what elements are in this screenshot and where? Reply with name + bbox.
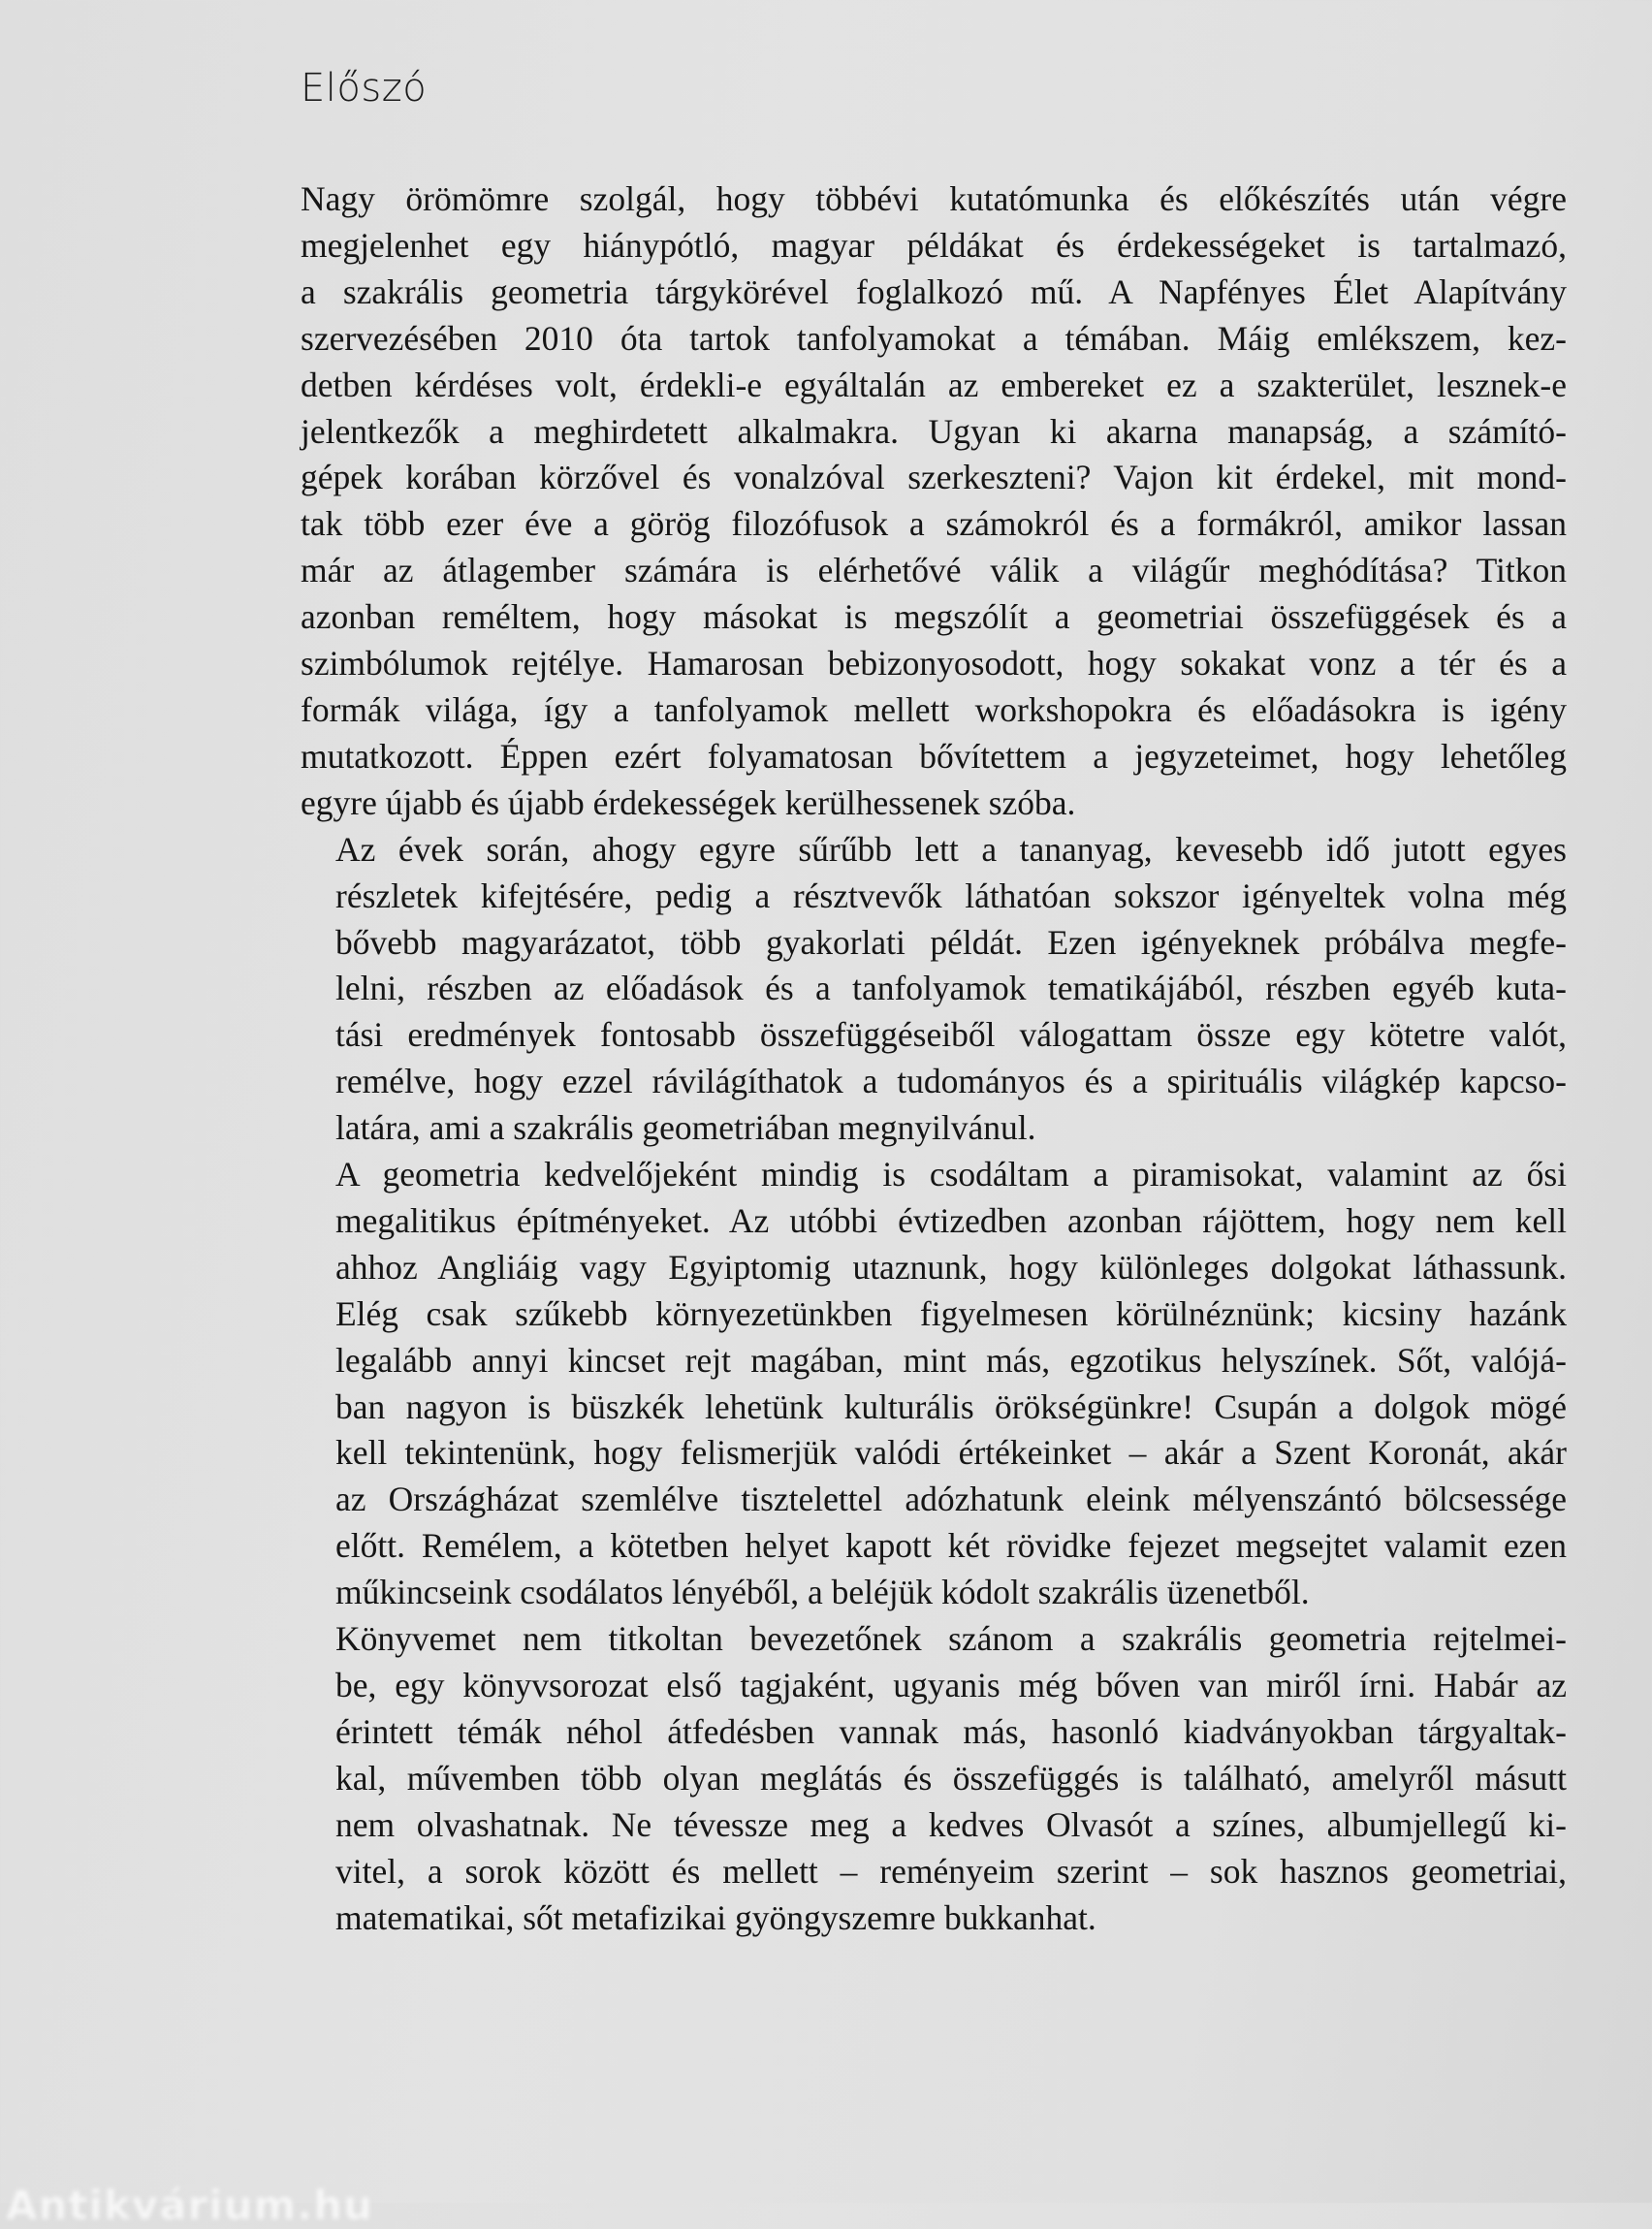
text-line: ban nagyon is büszkék lehetünk kulturális örökségünkre! Csupán a dolgok mögé bbox=[335, 1386, 1567, 1426]
page-heading: Előszó bbox=[301, 66, 428, 111]
text-line: Az évek során, ahogy egyre sűrűbb lett a tananyag, kevesebb idő jutott egyes bbox=[335, 829, 1567, 869]
text-line: latára, ami a szakrális geometriában megnyilvánul. bbox=[335, 1108, 1036, 1148]
text-line: nem olvashatnak. Ne tévessze meg a kedves Olvasót a színes, albumjellegű ki- bbox=[335, 1804, 1567, 1844]
text-line: azonban reméltem, hogy másokat is megszólít a geometriai összefüggések és a bbox=[301, 597, 1567, 637]
text-line: lelni, részben az előadások és a tanfolyamok tematikájából, részben egyéb kuta- bbox=[335, 969, 1567, 1008]
text-line: ahhoz Angliáig vagy Egyiptomig utaznunk, hogy különleges dolgokat láthassunk. bbox=[335, 1247, 1567, 1287]
paragraph bbox=[301, 1152, 1567, 1616]
text-line: részletek kifejtésére, pedig a résztvevők láthatóan sokszor igényeltek volna még bbox=[335, 876, 1567, 915]
text-line: előtt. Remélem, a kötetben helyet kapott két rövidke fejezet megsejtet valamit ezen bbox=[335, 1526, 1567, 1566]
text-line: érintett témák néhol átfedésben vannak más, hasonló kiadványokban tárgyaltak- bbox=[335, 1711, 1567, 1751]
text-line: tási eredmények fontosabb összefüggéseiből válogattam össze egy kötetre valót, bbox=[335, 1015, 1567, 1055]
text-line: már az átlagember számára is elérhetővé válik a világűr meghódítása? Titkon bbox=[301, 551, 1567, 590]
watermark: Antikvárium.hu bbox=[6, 2181, 374, 2229]
text-line: remélve, hogy ezzel rávilágíthatok a tudományos és a spirituális világkép kapcso- bbox=[335, 1062, 1567, 1101]
text-line: vitel, a sorok között és mellett – reményeim szerint – sok hasznos geometriai, bbox=[335, 1851, 1567, 1891]
text-line: Elég csak szűkebb környezetünkben figyelmesen körülnéznünk; kicsiny hazánk bbox=[335, 1293, 1567, 1333]
text-line: a szakrális geometria tárgykörével foglalkozó mű. A Napfényes Élet Alapítvány bbox=[301, 271, 1567, 311]
text-line: detben kérdéses volt, érdekli-e egyáltalán az embereket ez a szakterület, lesznek-e bbox=[301, 365, 1567, 404]
text-line: kell tekintenünk, hogy felismerjük valódi értékeinket – akár a Szent Koronát, akár bbox=[335, 1433, 1567, 1473]
text-line: megjelenhet egy hiánypótló, magyar példákat és érdekességeket is tartalmazó, bbox=[301, 225, 1567, 265]
text-line: legalább annyi kincset rejt magában, mint más, egzotikus helyszínek. Sőt, valójá- bbox=[335, 1340, 1567, 1380]
text-line: be, egy könyvsorozat első tagjaként, ugyanis még bőven van miről írni. Habár az bbox=[335, 1666, 1567, 1704]
text-line: mutatkozott. Éppen ezért folyamatosan bővítettem a jegyzeteimet, hogy lehetőleg bbox=[301, 736, 1567, 776]
text-line: matematikai, sőt metafizikai gyöngyszemre bukkanhat. bbox=[335, 1897, 1096, 1937]
text-line: szimbólumok rejtélye. Hamarosan bebizonyosodott, hogy sokakat vonz a tér és a bbox=[301, 644, 1567, 684]
paragraph bbox=[301, 1616, 1567, 1941]
text-line: szervezésében 2010 óta tartok tanfolyamokat a témában. Máig emlékszem, kez- bbox=[301, 318, 1567, 358]
text-line: bővebb magyarázatot, több gyakorlati példát. Ezen igényeknek próbálva megfe- bbox=[335, 922, 1567, 962]
text-line: megalitikus építményeket. Az utóbbi évtizedben azonban rájöttem, hogy nem kell bbox=[335, 1200, 1567, 1240]
text-line: gépek korában körzővel és vonalzóval szerkeszteni? Vajon kit érdekel, mit mond- bbox=[301, 458, 1567, 497]
text-line: tak több ezer éve a görög filozófusok a számokról és a formákról, amikor lassan bbox=[301, 504, 1567, 544]
preface-body bbox=[301, 176, 1567, 1941]
paragraph bbox=[301, 176, 1567, 827]
paragraph bbox=[301, 827, 1567, 1152]
text-line: jelentkezők a meghirdetett alkalmakra. Ugyan ki akarna manapság, a számító- bbox=[301, 411, 1567, 451]
text-line: az Országházat szemlélve tisztelettel adózhatunk eleink mélyenszántó bölcsessége bbox=[335, 1480, 1567, 1519]
text-line: műkincseink csodálatos lényéből, a beléjük kódolt szakrális üzenetből. bbox=[335, 1573, 1310, 1612]
text-line: A geometria kedvelőjeként mindig is csodáltam a piramisokat, valamint az ősi bbox=[335, 1155, 1567, 1194]
text-line: formák világa, így a tanfolyamok mellett workshopokra és előadásokra is igény bbox=[301, 689, 1567, 729]
text-line: kal, művemben több olyan meglátás és összefüggés is található, amelyről másutt bbox=[335, 1758, 1567, 1798]
text-line: Könyvemet nem titkoltan bevezetőnek szánom a szakrális geometria rejtelmei- bbox=[335, 1619, 1567, 1659]
text-line: Nagy örömömre szolgál, hogy többévi kutatómunka és előkészítés után végre bbox=[301, 179, 1567, 218]
text-line: egyre újabb és újabb érdekességek kerülhessenek szóba. bbox=[301, 782, 1076, 822]
